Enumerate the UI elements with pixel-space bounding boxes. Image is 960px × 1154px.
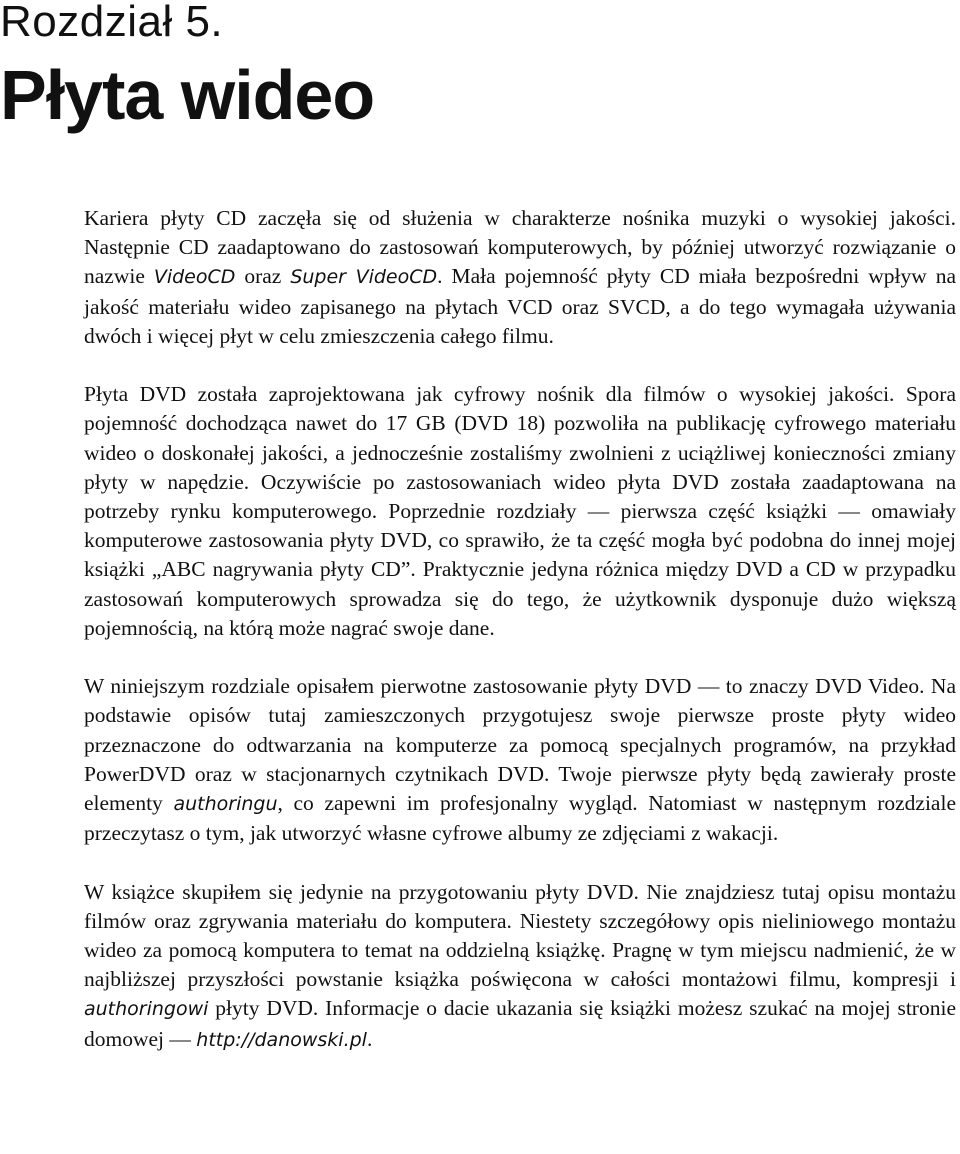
text-run: .: [366, 1026, 373, 1051]
term-authoringowi: authoringowi: [84, 998, 209, 1021]
text-run: Kariera płyty CD zaczęła się od służenia w charakterze nośnika muzyki o wysokiej jakości. Następnie CD zaadaptowano do zastosowań komputerowych, by później utworzyć rozwiązanie o nazwie: [84, 206, 956, 289]
term-super-videocd: Super VideoCD: [290, 266, 438, 289]
term-videocd: VideoCD: [153, 266, 236, 289]
term-authoringu: authoringu: [173, 793, 278, 816]
text-run: , co zapewni im profesjonalny wygląd. Natomiast w następnym rozdziale przeczytasz o tym, jak utworzyć własne cyfrowe albumy ze zdjęciami z wakacji.: [84, 791, 956, 846]
chapter-body: [84, 204, 956, 1055]
paragraph: [84, 204, 956, 351]
text-run: . Mała pojemność płyty CD miała bezpośredni wpływ na jakość materiału wideo zapisanego na płytach VCD oraz SVCD, a do tego wymagała używania dwóch i więcej płyt w celu zmieszczenia całego filmu.: [84, 264, 956, 348]
chapter-label: Rozdział 5.: [0, 0, 224, 46]
paragraph: [84, 672, 956, 848]
text-run: W książce skupiłem się jedynie na przygotowaniu płyty DVD. Nie znajdziesz tutaj opisu montażu filmów oraz zgrywania materiału do komputera. Niestety szczegółowy opis nieliniowego montażu wideo za pomocą komputera to temat na oddzielną książkę. Pragnę w tym miejscu nadmienić, że w najbliższej przyszłości powstanie książka poświęcona w całości montażowi filmu, kompresji i: [84, 879, 956, 992]
chapter-title: Płyta wideo: [0, 56, 375, 134]
paragraph: [84, 380, 956, 643]
homepage-url: http://danowski.pl: [196, 1028, 367, 1051]
text-run: W niniejszym rozdziale opisałem pierwotne zastosowanie płyty DVD — to znaczy DVD Video. Na podstawie opisów tutaj zamieszczonych przygotujesz swoje pierwsze proste płyty wideo przeznaczone do odtwarzania na komputerze za pomocą specjalnych programów, na przykład PowerDVD oraz w stacjonarnych czytnikach DVD. Twoje pierwsze płyty będą zawierały proste elementy: [84, 674, 956, 816]
text-run: Płyta DVD została zaprojektowana jak cyfrowy nośnik dla filmów o wysokiej jakości. Spora pojemność dochodząca nawet do 17 GB (DVD 18) pozwoliła na publikację cyfrowego materiału wideo o doskonałej jakości, a jednocześnie zostaliśmy zwolnieni z uciążliwej konieczności zmiany płyty w napędzie. Oczywiście po zastosowaniach wideo płyta DVD została zaadaptowana na potrzeby rynku komputerowego. Poprzednie rozdziały — pierwsza część książki — omawiały komputerowe zastosowania płyty DVD, co sprawiło, że ta część mogła być podobna do innej mojej książki „ABC nagrywania płyty CD”. Praktycznie jedyna różnica między DVD a CD w przypadku zastosowań komputerowych sprowadza się do tego, że użytkownik dysponuje dużo większą pojemnością, na którą może nagrać swoje dane.: [84, 382, 956, 640]
text-run: oraz: [235, 264, 291, 289]
text-run: płyty DVD. Informacje o dacie ukazania się książki możesz szukać na mojej stronie domowej —: [84, 996, 956, 1051]
paragraph: [84, 878, 956, 1055]
